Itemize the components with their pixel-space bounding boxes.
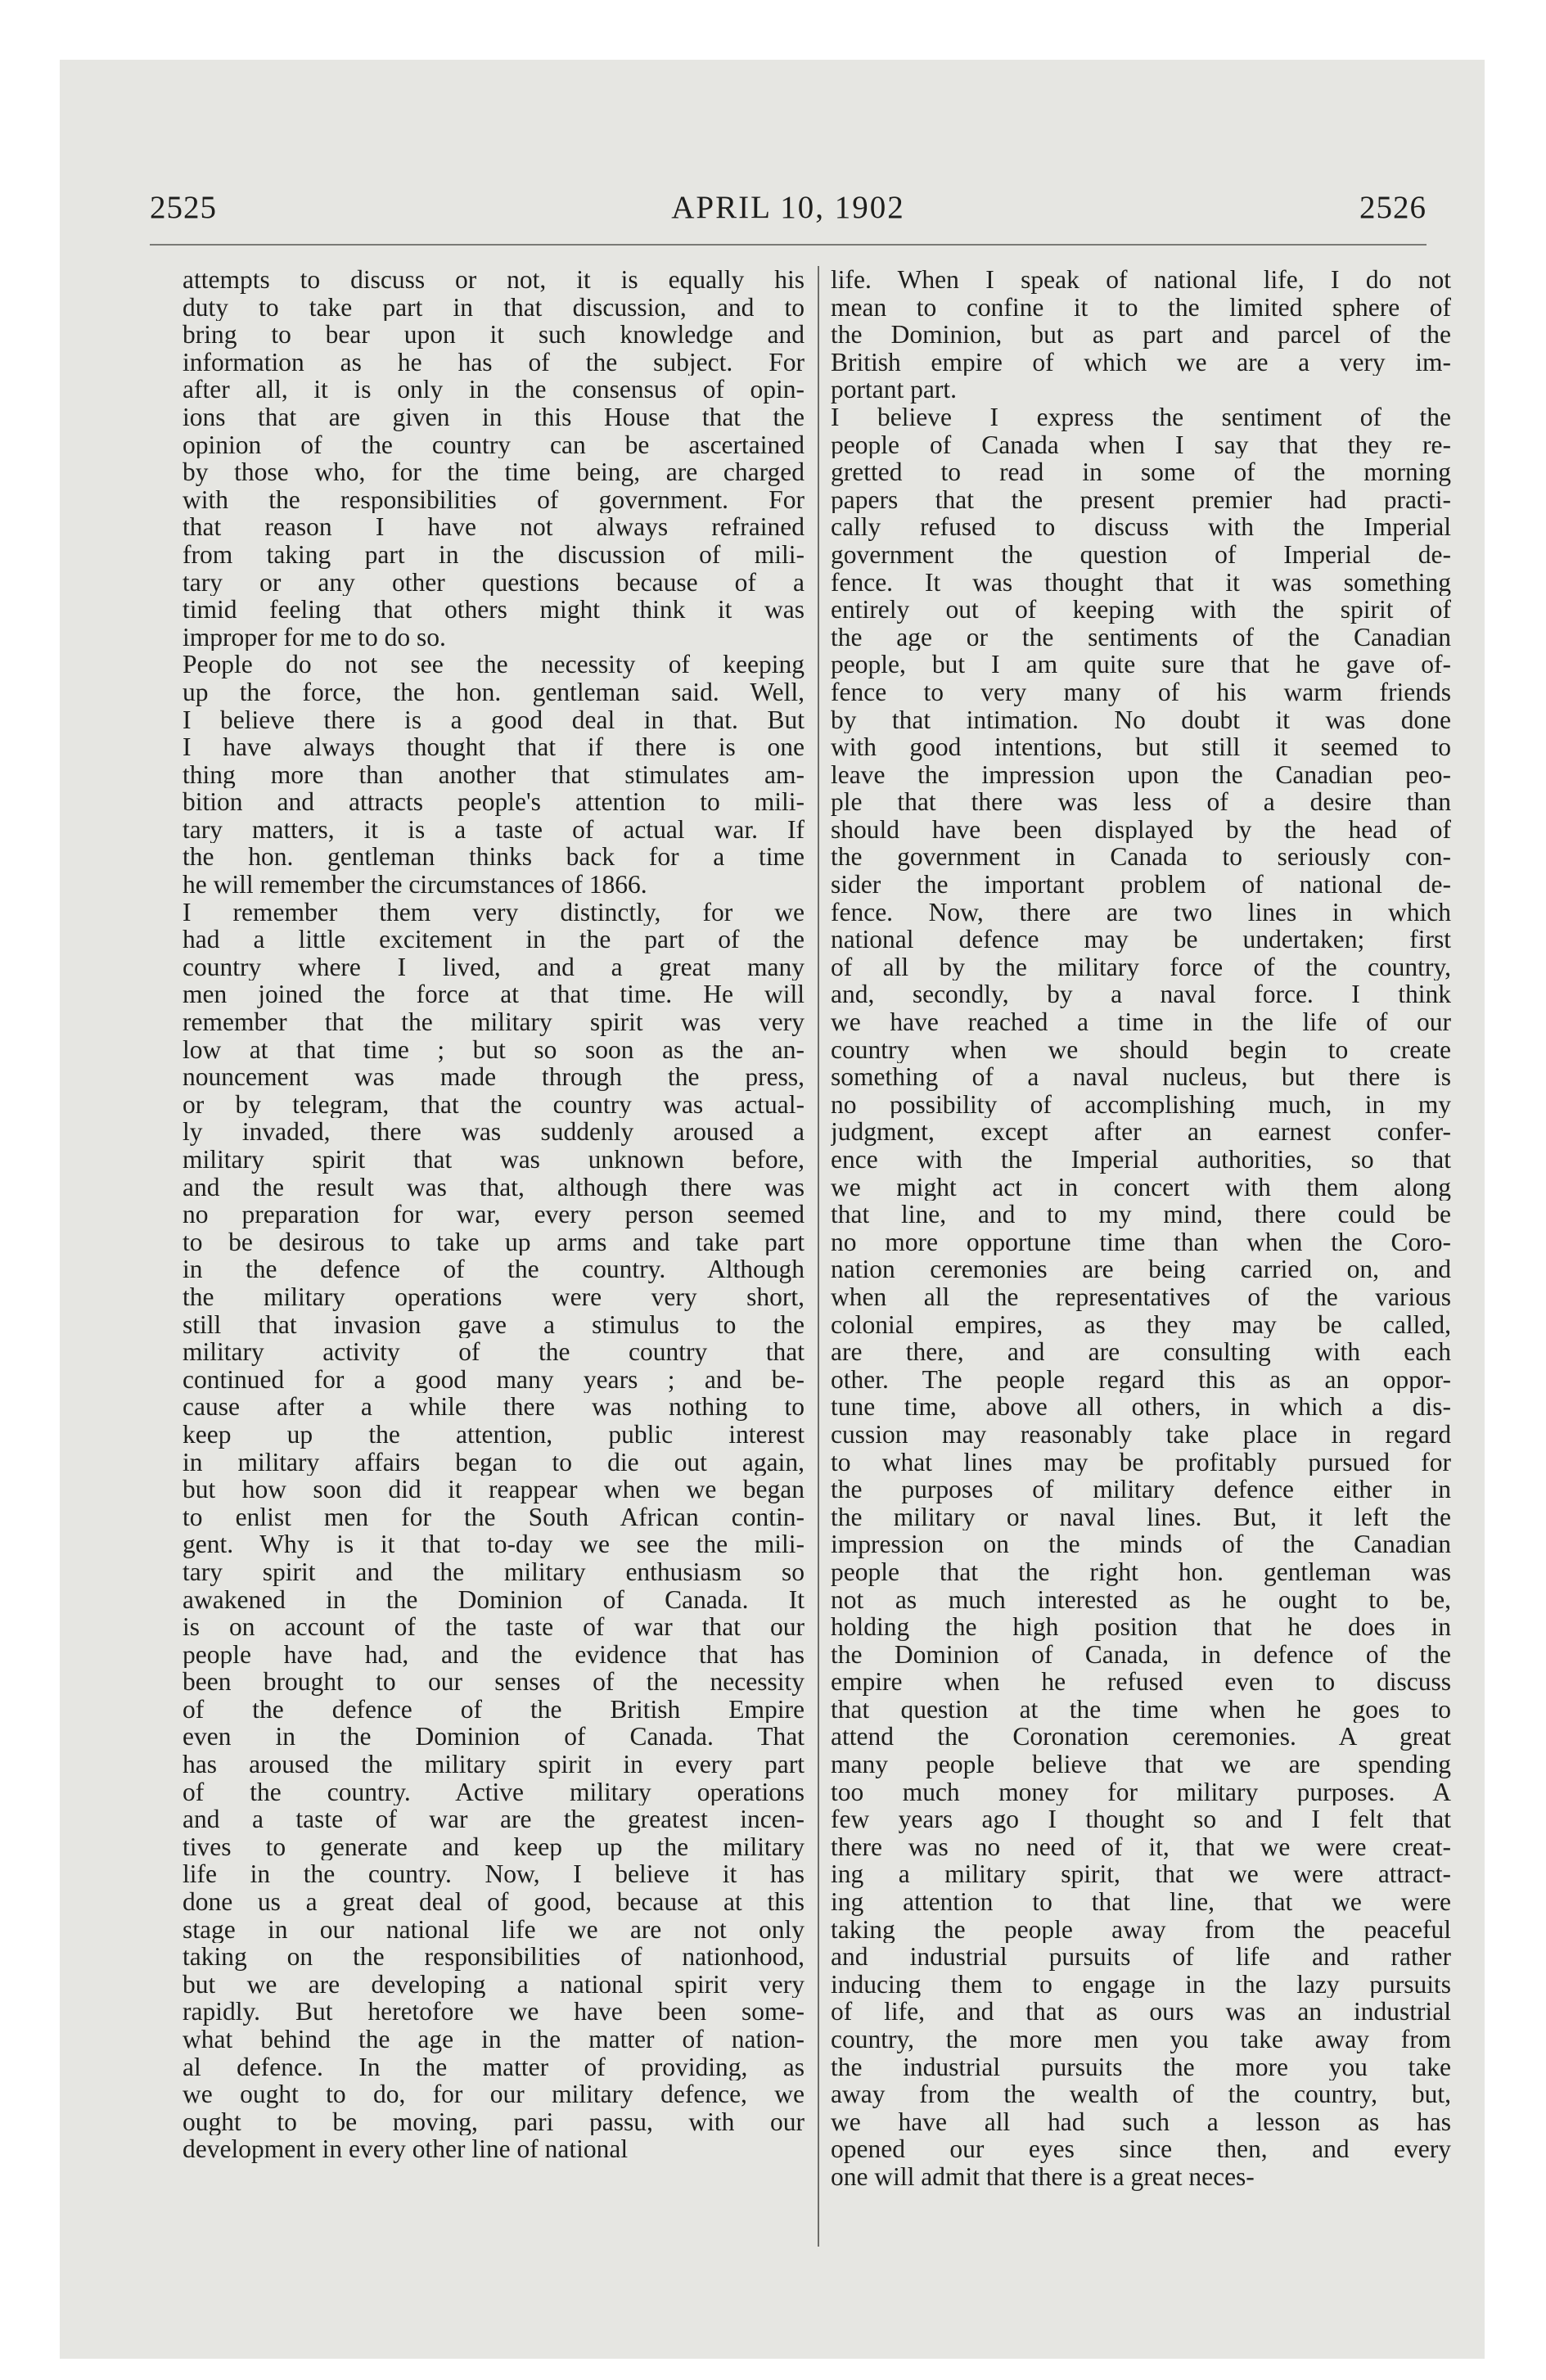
text-line: nation ceremonies are being carried on, and — [831, 1255, 1451, 1283]
text-line: to what lines may be profitably pursued for — [831, 1448, 1451, 1476]
text-line: cause after a while there was nothing to — [183, 1393, 805, 1421]
text-line: stage in our national life we are not only — [183, 1915, 805, 1944]
text-line: we might act in concert with them along — [831, 1173, 1451, 1201]
text-line: from taking part in the discussion of mili- — [183, 540, 805, 569]
text-line: had a little excitement in the part of the — [183, 926, 805, 953]
text-line: that question at the time when he goes to — [831, 1695, 1451, 1724]
text-line: with the responsibilities of government. For — [183, 485, 805, 514]
text-line: we have all had such a lesson as has — [831, 2107, 1451, 2136]
text-line: something of a naval nucleus, but there is — [831, 1063, 1451, 1091]
text-line: the hon. gentleman thinks back for a time — [183, 843, 805, 872]
text-line: papers that the present premier had practi- — [831, 485, 1451, 514]
text-line: after all, it is only in the consensus of opin- — [183, 376, 805, 403]
text-line: is on account of the taste of war that our — [183, 1613, 805, 1641]
scanned-page — [60, 60, 1485, 2359]
text-line: mean to confine it to the limited sphere of — [831, 293, 1451, 322]
text-line: military spirit that was unknown before, — [183, 1146, 805, 1174]
text-line: information as he has of the subject. For — [183, 348, 805, 376]
text-line: entirely out of keeping with the spirit of — [831, 596, 1451, 624]
text-line: few years ago I thought so and I felt that — [831, 1805, 1451, 1833]
text-line: ions that are given in this House that the — [183, 403, 805, 431]
text-line: fence. Now, there are two lines in which — [831, 898, 1451, 926]
text-line: duty to take part in that discussion, and to — [183, 293, 805, 322]
text-line: of the country. Active military operations — [183, 1778, 805, 1806]
text-line: and industrial pursuits of life and rather — [831, 1943, 1451, 1971]
text-line: up the force, the hon. gentleman said. Well, — [183, 678, 805, 706]
text-line: the military or naval lines. But, it left the — [831, 1503, 1451, 1531]
text-line: tary or any other questions because of a — [183, 568, 805, 597]
text-line: but we are developing a national spirit very — [183, 1970, 805, 1999]
text-line: still that invasion gave a stimulus to the — [183, 1310, 805, 1339]
text-line: people that the right hon. gentleman was — [831, 1557, 1451, 1586]
text-line: British empire of which we are a very im- — [831, 348, 1451, 376]
text-line: inducing them to engage in the lazy pursuits — [831, 1970, 1451, 1999]
text-line: empire when he refused even to discuss — [831, 1668, 1451, 1696]
text-line: keep up the attention, public interest — [183, 1420, 805, 1449]
text-line: ence with the Imperial authorities, so that — [831, 1146, 1451, 1174]
page-number-left: 2525 — [150, 190, 217, 225]
text-line: of all by the military force of the country, — [831, 953, 1451, 981]
text-line: or by telegram, that the country was actual- — [183, 1090, 805, 1119]
header-rule — [150, 244, 1427, 246]
text-line: ing a military spirit, that we were attract- — [831, 1860, 1451, 1889]
text-line: and the result was that, although there was — [183, 1173, 805, 1201]
text-line: gent. Why is it that to-day we see the mili- — [183, 1530, 805, 1558]
text-line: that line, and to my mind, there could be — [831, 1201, 1451, 1228]
text-line: attend the Coronation ceremonies. A great — [831, 1723, 1451, 1751]
text-line: the purposes of military defence either in — [831, 1476, 1451, 1503]
text-line: attempts to discuss or not, it is equally his — [183, 266, 805, 294]
text-line: away from the wealth of the country, but, — [831, 2080, 1451, 2108]
text-line: nouncement was made through the press, — [183, 1063, 805, 1091]
text-line: government the question of Imperial de- — [831, 540, 1451, 569]
text-line: military activity of the country that — [183, 1338, 805, 1366]
text-line: and, secondly, by a naval force. I think — [831, 980, 1451, 1009]
text-line: I believe I express the sentiment of the — [831, 403, 1451, 431]
right-column — [831, 266, 1451, 2191]
text-line: no preparation for war, every person seemed — [183, 1201, 805, 1228]
text-line: holding the high position that he does in — [831, 1613, 1451, 1641]
text-line: opinion of the country can be ascertained — [183, 430, 805, 459]
text-line: the industrial pursuits the more you take — [831, 2053, 1451, 2081]
text-line: no possibility of accomplishing much, in my — [831, 1090, 1451, 1119]
text-line: people, but I am quite sure that he gave of- — [831, 651, 1451, 678]
text-line: we ought to do, for our military defence, we — [183, 2080, 805, 2108]
text-line: when all the representatives of the various — [831, 1282, 1451, 1311]
text-line: bition and attracts people's attention to mili- — [183, 788, 805, 816]
text-line: and a taste of war are the greatest incen- — [183, 1805, 805, 1833]
text-line: sider the important problem of national de- — [831, 871, 1451, 899]
text-line: country when we should begin to create — [831, 1035, 1451, 1064]
text-line: tary spirit and the military enthusiasm so — [183, 1557, 805, 1586]
text-line: portant part. — [831, 376, 957, 403]
text-line: no more opportune time than when the Coro- — [831, 1228, 1451, 1256]
text-line: been brought to our senses of the necessity — [183, 1668, 805, 1696]
text-line: what behind the age in the matter of nation- — [183, 2026, 805, 2053]
text-line: cally refused to discuss with the Imperial — [831, 513, 1451, 541]
text-line: there was no need of it, that we were creat- — [831, 1832, 1451, 1861]
text-line: taking the people away from the peaceful — [831, 1915, 1451, 1944]
text-line: low at that time ; but so soon as the an- — [183, 1035, 805, 1064]
text-line: judgment, except after an earnest confer- — [831, 1118, 1451, 1146]
text-line: bring to bear upon it such knowledge and — [183, 321, 805, 349]
text-line: with good intentions, but still it seemed to — [831, 733, 1451, 761]
text-line: country where I lived, and a great many — [183, 953, 805, 981]
text-line: ly invaded, there was suddenly aroused a — [183, 1118, 805, 1146]
text-line: gretted to read in some of the morning — [831, 458, 1451, 486]
text-line: done us a great deal of good, because at this — [183, 1888, 805, 1916]
text-line: opened our eyes since then, and every — [831, 2135, 1451, 2163]
text-line: that reason I have not always refrained — [183, 513, 805, 541]
text-line: the Dominion, but as part and parcel of the — [831, 321, 1451, 349]
page-number-right: 2526 — [1359, 190, 1427, 225]
text-line: colonial empires, as they may be called, — [831, 1310, 1451, 1339]
text-line: impression on the minds of the Canadian — [831, 1530, 1451, 1558]
text-line: are there, and are consulting with each — [831, 1338, 1451, 1366]
text-line: men joined the force at that time. He will — [183, 980, 805, 1009]
text-line: leave the impression upon the Canadian peo- — [831, 760, 1451, 789]
text-line: he will remember the circumstances of 1866. — [183, 871, 647, 899]
column-divider — [818, 266, 819, 2247]
text-line: in military affairs began to die out again, — [183, 1448, 805, 1476]
text-line: to be desirous to take up arms and take part — [183, 1228, 805, 1256]
text-line: I believe there is a good deal in that. But — [183, 705, 805, 734]
text-line: life in the country. Now, I believe it has — [183, 1860, 805, 1889]
text-line: but how soon did it reappear when we began — [183, 1476, 805, 1503]
text-line: life. When I speak of national life, I do not — [831, 266, 1451, 294]
text-line: has aroused the military spirit in every part — [183, 1751, 805, 1778]
text-line: people have had, and the evidence that has — [183, 1640, 805, 1669]
text-line: continued for a good many years ; and be- — [183, 1365, 805, 1394]
text-line: too much money for military purposes. A — [831, 1778, 1451, 1806]
text-line: of the defence of the British Empire — [183, 1695, 805, 1724]
text-line: we have reached a time in the life of our — [831, 1008, 1451, 1036]
text-line: country, the more men you take away from — [831, 2026, 1451, 2053]
text-line: to enlist men for the South African contin- — [183, 1503, 805, 1531]
text-line: ought to be moving, pari passu, with our — [183, 2107, 805, 2136]
text-line: the age or the sentiments of the Canadian — [831, 623, 1451, 651]
text-line: the military operations were very short, — [183, 1282, 805, 1311]
text-line: many people believe that we are spending — [831, 1751, 1451, 1778]
page-header — [150, 189, 1427, 238]
text-line: of life, and that as ours was an industrial — [831, 1998, 1451, 2026]
text-line: in the defence of the country. Although — [183, 1255, 805, 1283]
text-line: the government in Canada to seriously con- — [831, 843, 1451, 872]
text-line: tary matters, it is a taste of actual war. If — [183, 815, 805, 844]
text-line: tune time, above all others, in which a dis- — [831, 1393, 1451, 1421]
text-line: other. The people regard this as an oppor- — [831, 1365, 1451, 1394]
text-line: thing more than another that stimulates am- — [183, 760, 805, 789]
text-line: awakened in the Dominion of Canada. It — [183, 1585, 805, 1614]
text-line: al defence. In the matter of providing, as — [183, 2053, 805, 2081]
text-line: people of Canada when I say that they re- — [831, 430, 1451, 459]
text-line: the Dominion of Canada, in defence of the — [831, 1640, 1451, 1669]
text-line: even in the Dominion of Canada. That — [183, 1723, 805, 1751]
text-line: national defence may be undertaken; first — [831, 926, 1451, 953]
text-line: ing attention to that line, that we were — [831, 1888, 1451, 1916]
text-line: by that intimation. No doubt it was done — [831, 705, 1451, 734]
text-line: I remember them very distinctly, for we — [183, 898, 805, 926]
text-line: taking on the responsibilities of nationhood, — [183, 1943, 805, 1971]
text-line: development in every other line of national — [183, 2135, 629, 2163]
text-line: I have always thought that if there is one — [183, 733, 805, 761]
page-date: APRIL 10, 1902 — [671, 190, 905, 225]
text-line: not as much interested as he ought to be, — [831, 1585, 1451, 1614]
text-line: ple that there was less of a desire than — [831, 788, 1451, 816]
text-line: cussion may reasonably take place in regard — [831, 1420, 1451, 1449]
text-line: remember that the military spirit was very — [183, 1008, 805, 1036]
text-line: one will admit that there is a great neces- — [831, 2162, 1255, 2191]
text-line: rapidly. But heretofore we have been some- — [183, 1998, 805, 2026]
text-line: tives to generate and keep up the military — [183, 1832, 805, 1861]
text-line: by those who, for the time being, are charged — [183, 458, 805, 486]
text-line: improper for me to do so. — [183, 623, 446, 651]
text-line: fence to very many of his warm friends — [831, 678, 1451, 706]
text-line: should have been displayed by the head of — [831, 815, 1451, 844]
text-line: fence. It was thought that it was something — [831, 568, 1451, 597]
text-line: timid feeling that others might think it was — [183, 596, 805, 624]
left-column — [183, 266, 805, 2163]
text-line: People do not see the necessity of keeping — [183, 651, 805, 678]
